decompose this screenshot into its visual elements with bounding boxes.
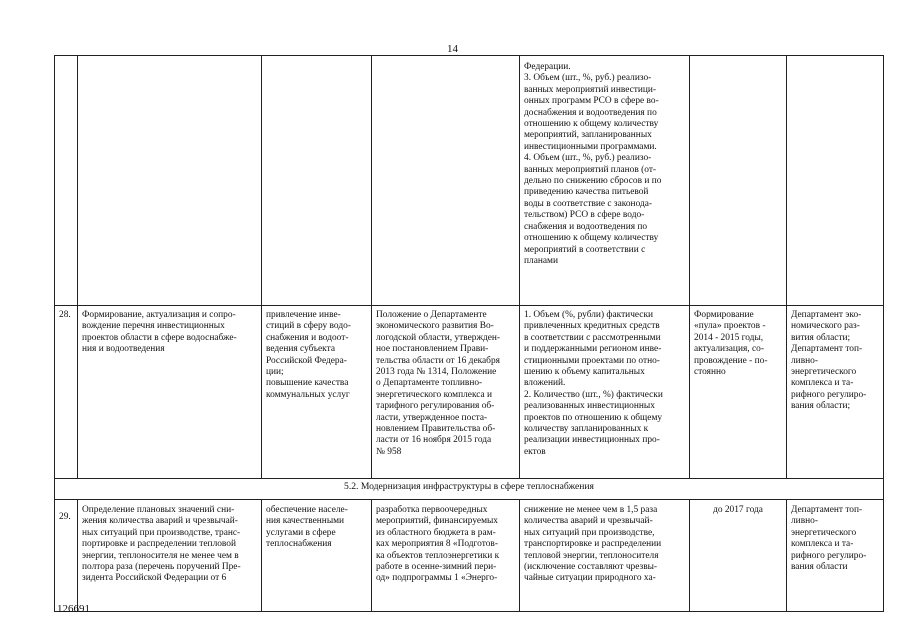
page-number: 14 <box>447 43 458 55</box>
cell-deadline: Формирование «пула» проектов - 2014 - 2015 годы, актуализация, со- провождение - по- стоянно <box>690 306 787 479</box>
cell-measure: Определение плановых значений сни- жения количества аварий и чрезвычай- ных ситуаций при производстве, транс- портировке и распределении тепловой энергии, теплоносителя не менее чем в полтора раза (перечень поручений Пре- зидента Российской Федерации от 6 <box>78 500 262 612</box>
document-code: 126691 <box>57 603 90 615</box>
row-number: 29. <box>55 500 78 612</box>
cell-indicators: 1. Объем (%, рубли) фактически привлеченных кредитных средств в соответствии с рассмотренными и поддержанными регионом инве- стиционными проектами по отно- шению к объему капитальных вложений. 2. Количество (шт., %) фактически реализованных инвестиционных проектов по отношению к общему количеству запланированных к реализации инвестиционных про- ектов <box>520 306 690 479</box>
cell-effect: обеспечение населе- ния качественными услугами в сфере теплоснабжения <box>262 500 372 612</box>
row-number: 28. <box>55 306 78 479</box>
cell-legal: разработка первоочередных мероприятий, финансируемых из областного бюджета в рам- ках мероприятия 8 «Подготов- ка объектов теплоэнергетики к работе в осенне-зимний пери- од» подпрограммы 1 «Энерго- <box>372 500 520 612</box>
cell-legal <box>372 56 520 306</box>
cell-effect: привлечение инве- стиций в сферу водо- снабжения и водоот- ведения субъекта Российской Федера- ции; повышение качества коммунальных услуг <box>262 306 372 479</box>
cell-num <box>55 56 78 306</box>
section-title: 5.2. Модернизация инфраструктуры в сфере теплоснабжения <box>55 479 884 500</box>
cell-deadline: до 2017 года <box>690 500 787 612</box>
cell-measure <box>78 56 262 306</box>
cell-responsible: Департамент эко- номического раз- вития области; Департамент топ- ливно- энергетического комплекса и та- рифного регулиро- вания области; <box>787 306 884 479</box>
measures-table <box>54 55 884 612</box>
cell-indicators: снижение не менее чем в 1,5 раза количества аварий и чрезвычай- ных ситуаций при производстве, транспортировке и распределении тепловой энергии, теплоносителя (исключение составляют чрезвы- чайные ситуации природного ха- <box>520 500 690 612</box>
cell-responsible <box>787 56 884 306</box>
cell-measure: Формирование, актуализация и сопро- вождение перечня инвестиционных проектов области в сфере водоснабже- ния и водоотведения <box>78 306 262 479</box>
cell-deadline <box>690 56 787 306</box>
section-header-row <box>55 479 884 500</box>
cell-responsible: Департамент топ- ливно- энергетического комплекса и та- рифного регулиро- вания области <box>787 500 884 612</box>
cell-legal: Положение о Департаменте экономического развития Во- логодской области, утвержден- ное постановлением Прави- тельства области от 16 декабря 2013 года № 1314, Положение о Департаменте топливно- энергетического комплекса и тарифного регулирования об- ласти, утвержденное поста- новлением Правительства об- ласти от 16 ноября 2015 года № 958 <box>372 306 520 479</box>
table-row-29 <box>55 500 884 612</box>
cell-effect <box>262 56 372 306</box>
table-row-continued <box>55 56 884 306</box>
cell-indicators: Федерации. 3. Объем (шт., %, руб.) реализо- ванных мероприятий инвестици- онных программ РСО в сфере во- доснабжения и водоотведения по отношению к общему количеству мероприятий, запланированных инвестиционными программами. 4. Объем (шт., %, руб.) реализо- ванных мероприятий планов (от- дельно по снижению сбросов и по приведению качества питьевой воды в соответствие с законода- тельством) РСО в сфере водо- снабжения и водоотведения по отношению к общему количеству мероприятий в соответствии с планами <box>520 56 690 306</box>
table-row-28 <box>55 306 884 479</box>
